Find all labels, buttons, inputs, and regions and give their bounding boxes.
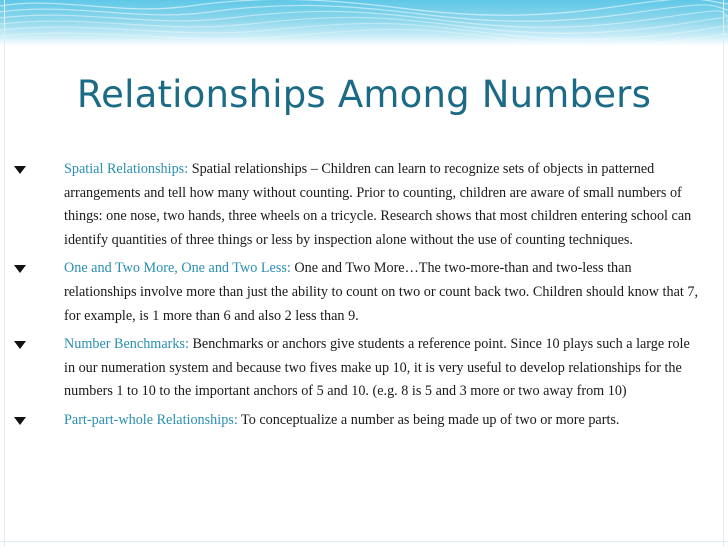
decorative-header-band: [0, 0, 728, 46]
triangle-bullet-icon: [14, 166, 26, 174]
bullet-text: One and Two More…The two-more-than and two-less than relationships involve more than just the ability to count on two or count back two. Children should know that 7, for example, is 1 more than 6 and also 2 less than 9.: [64, 260, 699, 324]
bullet-item-spatial-relationships: [8, 158, 698, 252]
triangle-bullet-icon: [14, 265, 26, 273]
bullet-list: [8, 158, 698, 438]
bullet-heading: Number Benchmarks:: [64, 336, 189, 353]
bullet-heading: Part-part-whole Relationships:: [64, 411, 238, 428]
bullet-heading: Spatial Relationships:: [64, 161, 189, 177]
bottom-border-line: [0, 541, 728, 542]
triangle-bullet-icon: [14, 417, 26, 425]
bullet-item-part-part-whole: [8, 409, 698, 433]
wave-pattern-icon: [0, 0, 728, 46]
bullet-text: Benchmarks or anchors give students a reference point. Since 10 plays such a large role in our numeration system and because two fives make up 10, it is very useful to develop relationships for the numbers 1 to 10 to the important anchors of 5 and 10. (e.g. 8 is 5 and 3 more or two away from 10): [64, 336, 690, 400]
bullet-item-one-and-two-more-less: [8, 257, 698, 328]
bullet-heading: One and Two More, One and Two Less:: [64, 260, 291, 277]
bullet-text: Spatial relationships – Children can learn to recognize sets of objects in patterned arrangements and tell how many without counting. Prior to counting, children are aware of small numbers of things: one nose, two hands, three wheels on a tricycle. Research shows that most children entering school can identify quantities of three things or less by inspection alone without the use of counting techniques.: [64, 161, 692, 248]
slide-title: Relationships Among Numbers: [76, 73, 652, 116]
bullet-text: To conceptualize a number as being made up of two or more parts.: [237, 411, 620, 428]
bullet-item-number-benchmarks: [8, 333, 698, 404]
triangle-bullet-icon: [14, 341, 26, 349]
